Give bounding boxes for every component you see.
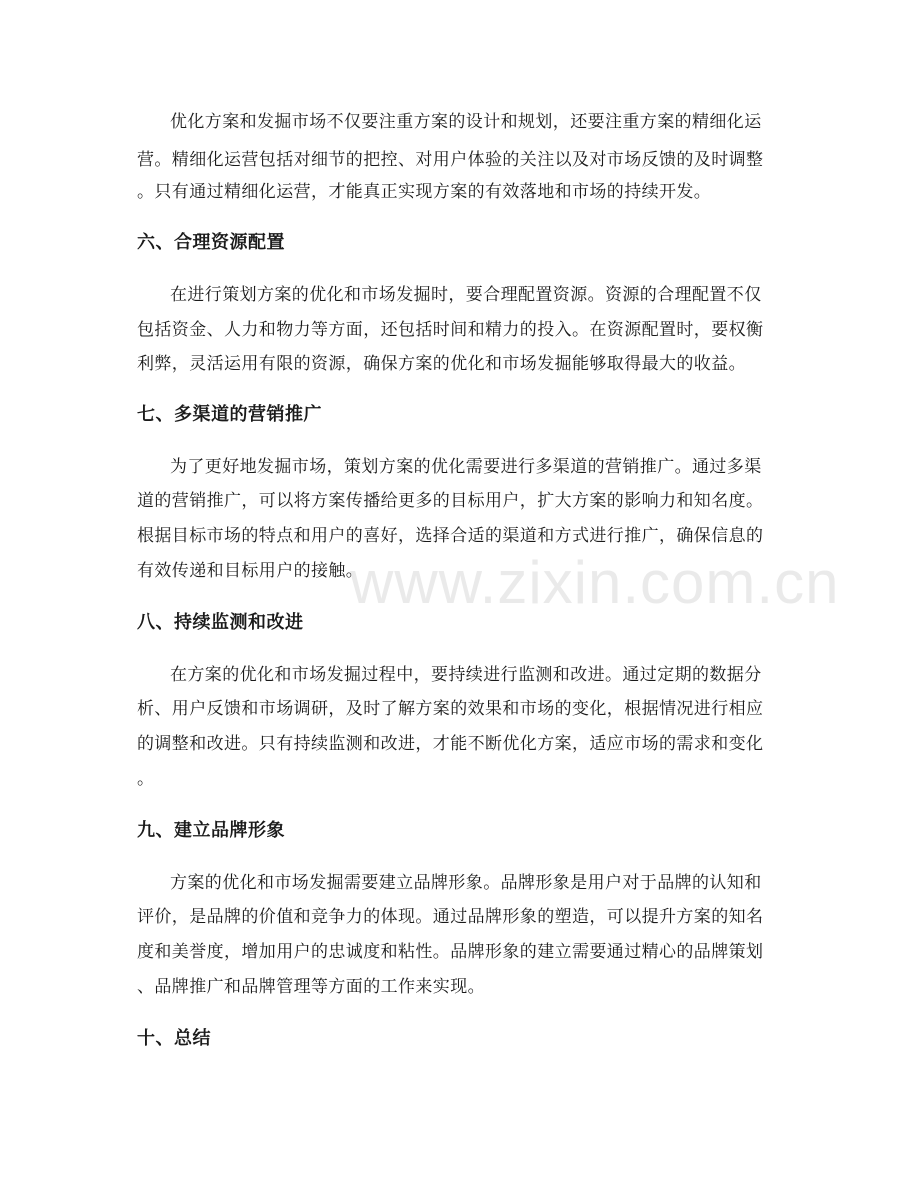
paragraph-line: 利弊，灵活运用有限的资源，确保方案的优化和市场发掘能够取得最大的收益。 — [137, 354, 746, 374]
paragraph-line: 。只有通过精细化运营，才能真正实现方案的有效落地和市场的持续开发。 — [137, 182, 712, 202]
section-heading: 八、持续监测和改进 — [137, 612, 304, 633]
section-heading: 六、合理资源配置 — [137, 232, 285, 253]
paragraph-line: 优化方案和发掘市场不仅要注重方案的设计和规划，还要注重方案的精细化运 — [170, 112, 762, 132]
paragraph-line: 根据目标市场的特点和用户的喜好，选择合适的渠道和方式进行推广，确保信息的 — [137, 526, 764, 546]
paragraph-line: 。 — [137, 769, 155, 789]
paragraph-line: 评价，是品牌的价值和竞争力的体现。通过品牌形象的塑造，可以提升方案的知名 — [137, 907, 764, 927]
paragraph-line: 为了更好地发掘市场，策划方案的优化需要进行多渠道的营销推广。通过多渠 — [170, 457, 762, 477]
section-heading: 九、建立品牌形象 — [137, 820, 285, 841]
paragraph-line: 析、用户反馈和市场调研，及时了解方案的效果和市场的变化，根据情况进行相应 — [137, 699, 764, 719]
paragraph-line: 、品牌推广和品牌管理等方面的工作来实现。 — [137, 977, 485, 997]
paragraph-line: 的调整和改进。只有持续监测和改进，才能不断优化方案，适应市场的需求和变化 — [137, 734, 764, 754]
paragraph-line: 度和美誉度，增加用户的忠诚度和粘性。品牌形象的建立需要通过精心的品牌策划 — [137, 942, 764, 962]
paragraph-line: 营。精细化运营包括对细节的把控、对用户体验的关注以及对市场反馈的及时调整 — [137, 150, 764, 170]
paragraph-line: 包括资金、人力和物力等方面，还包括时间和精力的投入。在资源配置时，要权衡 — [137, 320, 764, 340]
paragraph-line: 方案的优化和市场发掘需要建立品牌形象。品牌形象是用户对于品牌的认知和 — [170, 873, 762, 893]
paragraph-line: 有效传递和目标用户的接触。 — [137, 561, 364, 581]
paragraph-line: 在方案的优化和市场发掘过程中，要持续进行监测和改进。通过定期的数据分 — [170, 665, 762, 685]
paragraph-line: 在进行策划方案的优化和市场发掘时，要合理配置资源。资源的合理配置不仅 — [170, 285, 762, 305]
watermark: www.zixin.com.cn — [350, 549, 840, 616]
paragraph-line: 道的营销推广，可以将方案传播给更多的目标用户，扩大方案的影响力和知名度。 — [137, 491, 764, 511]
section-heading: 七、多渠道的营销推广 — [137, 404, 322, 425]
section-heading: 十、总结 — [137, 1028, 211, 1049]
